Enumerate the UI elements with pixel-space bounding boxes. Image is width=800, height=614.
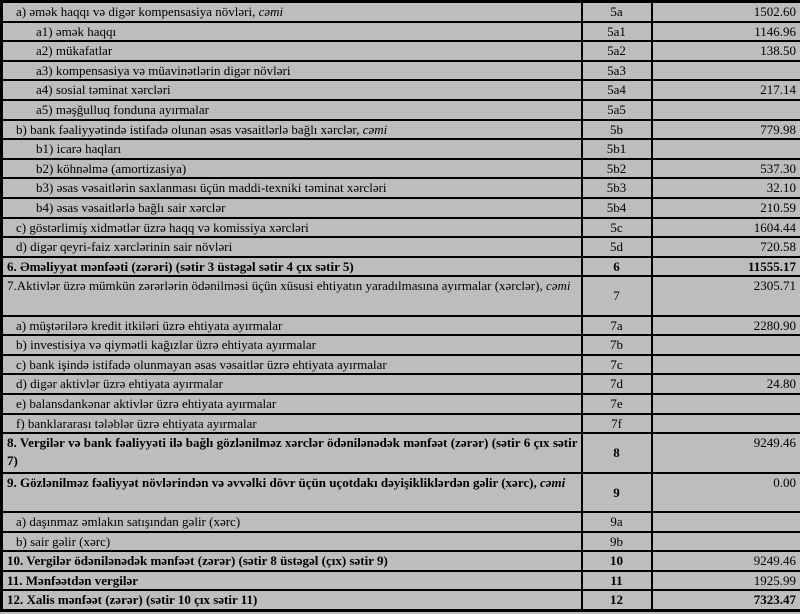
row-code: 9: [582, 473, 652, 512]
row-label-text: a) müştərilərə kredit itkiləri üzrə ehtiyata ayırmalar: [16, 317, 283, 333]
row-value: 2280.90: [652, 316, 800, 336]
row-value: 9249.46: [652, 551, 800, 571]
row-label: [2, 257, 582, 277]
row-value: 1146.96: [652, 22, 800, 42]
row-label-text: d) digər aktivlər üzrə ehtiyata ayırmalar: [16, 376, 223, 392]
row-label: [2, 41, 582, 61]
row-value: 138.50: [652, 41, 800, 61]
row-value: 1502.60: [652, 2, 800, 22]
table-row: [2, 100, 800, 120]
row-code: 9b: [582, 532, 652, 552]
row-label: [2, 198, 582, 218]
table-row: [2, 512, 800, 532]
row-code: 7f: [582, 414, 652, 434]
row-label: [2, 218, 582, 238]
row-label: [2, 433, 582, 472]
table-row: [2, 335, 800, 355]
table-row: [2, 571, 800, 591]
row-label-text: 8. Vergilər və bank fəaliyyəti ilə bağlı gözlənilməz xərclər ödənilənədək mənfəət (zərər) (sətir 6 çıx sətir 7): [7, 435, 578, 468]
table-row: [2, 551, 800, 571]
row-label-text: 6. Əməliyyat mənfəəti (zərəri) (sətir 3 üstəgəl sətir 4 çıx sətir 5): [7, 258, 354, 274]
row-value: [652, 355, 800, 375]
row-label-text: b3) əsas vəsaitlərin saxlanması üçün maddi-texniki təminat xərcləri: [36, 180, 387, 196]
table-row: [2, 590, 800, 610]
row-label-text: 9. Gözlənilməz fəaliyyət növlərindən və əvvəlki dövr üçün uçotdakı dəyişikliklərdən gəlir (xərc),: [7, 474, 540, 490]
table-row: [2, 316, 800, 336]
row-label-text: 12. Xalis mənfəət (zərər) (sətir 10 çıx sətir 11): [7, 592, 258, 608]
row-label-text: b) investisiya və qiymətli kağızlar üzrə ehtiyata ayırmalar: [16, 337, 316, 353]
row-label-text: a2) mükafatlar: [36, 43, 113, 59]
row-value: 24.80: [652, 374, 800, 394]
row-code: 10: [582, 551, 652, 571]
row-label: [2, 551, 582, 571]
table-row: [2, 355, 800, 375]
row-label-italic-suffix: cəmi: [545, 278, 571, 294]
row-value: 210.59: [652, 198, 800, 218]
row-value: [652, 512, 800, 532]
table-row: [2, 159, 800, 179]
row-label-text: a5) məşğulluq fonduna ayırmalar: [36, 101, 209, 117]
row-label: [2, 316, 582, 336]
row-code: 5b: [582, 120, 652, 140]
row-label-text: a3) kompensasiya və müavinətlərin digər növləri: [36, 62, 291, 78]
row-value: [652, 100, 800, 120]
table-row: [2, 433, 800, 472]
row-value: 720.58: [652, 237, 800, 257]
row-label: [2, 22, 582, 42]
row-label: [2, 237, 582, 257]
row-code: 9a: [582, 512, 652, 532]
row-label: [2, 335, 582, 355]
row-label-text: b1) icarə haqları: [36, 141, 122, 157]
row-label: [2, 473, 582, 512]
row-value: 2305.71: [652, 276, 800, 315]
table-row: [2, 80, 800, 100]
row-label-text: a4) sosial təminat xərcləri: [36, 82, 171, 98]
row-value: 11555.17: [652, 257, 800, 277]
row-code: 7b: [582, 335, 652, 355]
row-code: 5a1: [582, 22, 652, 42]
table-row: [2, 41, 800, 61]
row-label: [2, 512, 582, 532]
row-label: [2, 80, 582, 100]
row-label: [2, 414, 582, 434]
row-code: 7c: [582, 355, 652, 375]
row-label-text: b2) köhnəlmə (amortizasiya): [36, 160, 187, 176]
row-value: 7323.47: [652, 590, 800, 610]
row-label-text: 7.Aktivlər üzrə mümkün zərərlərin ödənilməsi üçün xüsusi ehtiyatın yaradılmasına ayırmalar (xərclər),: [7, 278, 546, 294]
row-label: [2, 276, 582, 315]
row-code: 5c: [582, 218, 652, 238]
row-value: [652, 61, 800, 81]
row-label-text: 11. Mənfəətdən vergilər: [7, 572, 139, 588]
row-code: 8: [582, 433, 652, 472]
row-value: 1604.44: [652, 218, 800, 238]
table-row: [2, 394, 800, 414]
row-label: [2, 2, 582, 22]
row-code: 5b3: [582, 178, 652, 198]
table-row: [2, 473, 800, 512]
row-code: 7e: [582, 394, 652, 414]
table-row: [2, 237, 800, 257]
row-label-text: b) sair gəlir (xərc): [16, 533, 111, 549]
row-label-text: a) əmək haqqı və digər kompensasiya növləri,: [16, 4, 259, 19]
table-row: [2, 2, 800, 22]
row-label-italic-suffix: cəmi: [362, 121, 388, 137]
row-label: [2, 61, 582, 81]
row-value: 32.10: [652, 178, 800, 198]
row-label: [2, 120, 582, 140]
row-label-italic-suffix: cəmi: [258, 4, 284, 19]
table-row: [2, 178, 800, 198]
row-label: [2, 159, 582, 179]
row-label-italic-suffix: cəmi: [539, 474, 566, 490]
row-code: 11: [582, 571, 652, 591]
row-code: 7a: [582, 316, 652, 336]
table-row: [2, 374, 800, 394]
row-value: 217.14: [652, 80, 800, 100]
table-row: [2, 532, 800, 552]
table-row: [2, 22, 800, 42]
row-label-text: d) digər qeyri-faiz xərclərinin sair növləri: [16, 239, 233, 255]
row-value: 537.30: [652, 159, 800, 179]
row-label-text: c) bank işində istifadə olunmayan əsas vəsaitlər üzrə ehtiyata ayırmalar: [16, 356, 387, 372]
row-label: [2, 355, 582, 375]
table-row: [2, 276, 800, 315]
row-code: 5a2: [582, 41, 652, 61]
row-code: 5a4: [582, 80, 652, 100]
table-row: [2, 120, 800, 140]
row-code: 5a5: [582, 100, 652, 120]
row-code: 5d: [582, 237, 652, 257]
row-label-text: b) bank fəaliyyətində istifadə olunan əsas vəsaitlərlə bağlı xərclər,: [16, 121, 363, 137]
row-label: [2, 532, 582, 552]
row-code: 5a3: [582, 61, 652, 81]
row-value: 9249.46: [652, 433, 800, 472]
table-row: [2, 218, 800, 238]
row-code: 6: [582, 257, 652, 277]
row-label-text: a) daşınmaz əmlakın satışından gəlir (xərc): [16, 514, 241, 530]
row-code: 5a: [582, 2, 652, 22]
table-row: [2, 139, 800, 159]
row-value: [652, 139, 800, 159]
row-label-text: f) banklararası tələblər üzrə ehtiyata ayırmalar: [16, 415, 257, 431]
row-label-text: 10. Vergilər ödənilənədək mənfəət (zərər) (sətir 8 üstəgəl (çıx) sətir 9): [7, 553, 388, 569]
row-code: 12: [582, 590, 652, 610]
table-row: [2, 414, 800, 434]
row-label: [2, 571, 582, 591]
row-label-text: a1) əmək haqqı: [36, 23, 117, 39]
table-row: [2, 257, 800, 277]
table-body: [2, 2, 800, 611]
row-label-text: b4) əsas vəsaitlərlə bağlı sair xərclər: [36, 199, 226, 215]
row-label: [2, 100, 582, 120]
row-code: 7d: [582, 374, 652, 394]
row-code: 5b1: [582, 139, 652, 159]
row-label: [2, 178, 582, 198]
row-label: [2, 590, 582, 610]
row-label: [2, 374, 582, 394]
row-code: 7: [582, 276, 652, 315]
row-code: 5b2: [582, 159, 652, 179]
table-row: [2, 61, 800, 81]
row-value: 779.98: [652, 120, 800, 140]
row-label: [2, 139, 582, 159]
row-code: 5b4: [582, 198, 652, 218]
row-value: 1925.99: [652, 571, 800, 591]
row-label-text: e) balansdankənar aktivlər üzrə ehtiyata ayırmalar: [16, 396, 277, 412]
row-label-text: c) göstərlimiş xidmətlər üzrə haqq və komissiya xərcləri: [16, 219, 309, 235]
row-value: [652, 414, 800, 434]
table-row: [2, 198, 800, 218]
row-label: [2, 394, 582, 414]
row-value: [652, 532, 800, 552]
row-value: [652, 394, 800, 414]
row-value: 0.00: [652, 473, 800, 512]
row-value: [652, 335, 800, 355]
